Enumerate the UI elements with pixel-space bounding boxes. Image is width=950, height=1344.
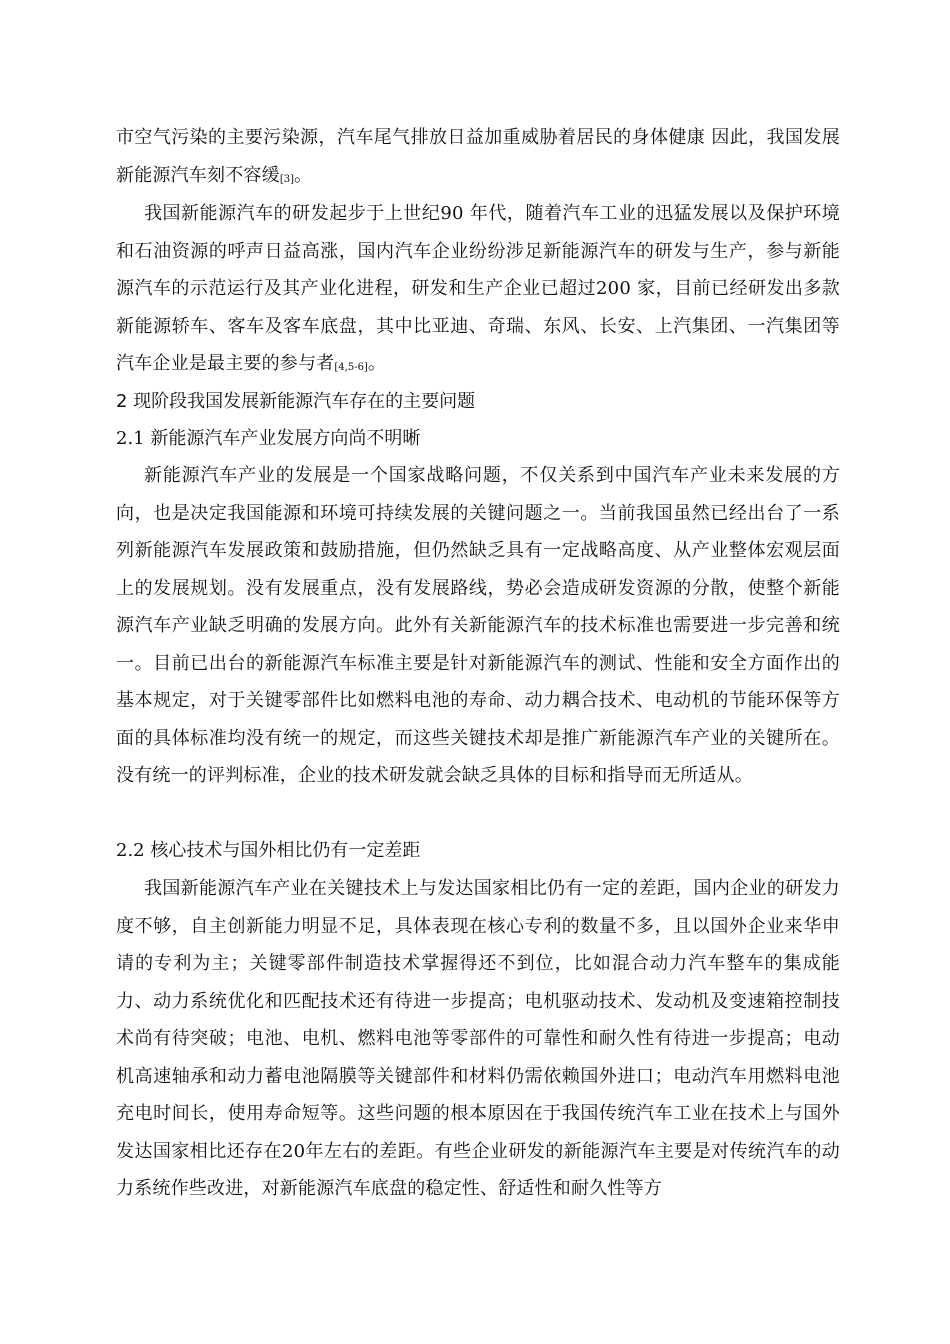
paragraph-text: 新能源汽车产业的发展是一个国家战略问题，不仅关系到中国汽车产业未来发展的方向，也是决定我国能源和环境可持续发展的关键问题之一。当前我国虽然已经出台了一系列新能源汽车发展政策和鼓励措施，但仍然缺乏具有一定战略高度、从产业整体宏观层面上的发展规划。没有发展重点，没有发展路线，势必会造成研发资源的分散，使整个新能源汽车产业缺乏明确的发展方向。此外有关新能源汽车的技术标准也需要进一步完善和统一。目前已出台的新能源汽车标准主要是针对新能源汽车的测试、性能和安全方面作出的基本规定，对于关键零部件比如燃料电池的寿命、动力耦合技术、电动机的节能环保等方面的具体标准均没有统一的规定，而这些关键技术却是推广新能源汽车产业的关键所在。没有统一的评判标准，企业的技术研发就会缺乏具体的目标和指导而无所适从。 (116, 465, 840, 786)
citation-ref: [4,5-6] (334, 362, 368, 373)
citation-ref: [3] (279, 173, 294, 185)
paragraph-text: 我国新能源汽车产业在关键技术上与发达国家相比仍有一定的差距，国内企业的研发力度不够，自主创新能力明显不足，具体表现在核心专利的数量不多，且以国外企业来华申请的专利为主；关键零部件制造技术掌握得还不到位，比如混合动力汽车整车的集成能力、动力系统优化和匹配技术还有待进一步提高；电机驱动技术、发动机及变速箱控制技术尚有待突破；电池、电机、燃料电池等零部件的可靠性和耐久性有待进一步提高；电动机高速轴承和动力蓄电池隔膜等关键部件和材料仍需依赖国外进口；电动汽车用燃料电池充电时间长，使用寿命短等。这些问题的根本原因在于我国传统汽车工业在技术上与国外发达国家相比还存在20年左右的差距。有些企业研发的新能源汽车主要是对传统汽车的动力系统作些改进，对新能源汽车底盘的稳定性、舒适性和耐久性等方 (116, 878, 840, 1199)
paragraph-industry-direction (116, 457, 840, 795)
paragraph-text: 我国新能源汽车的研发起步于上世纪90 年代，随着汽车工业的迅猛发展以及保护环境和石油资源的呼声日益高涨，国内汽车企业纷纷涉足新能源汽车的研发与生产，参与新能源汽车的示范运行及其产业化进程，研发和生产企业已超过200 家，目前已经研发出多款新能源轿车、客车及客车底盘，其中比亚迪、奇瑞、东风、长安、上汽集团、一汽集团等汽车企业是最主要的参与者 (116, 203, 840, 374)
paragraph-core-technology (116, 870, 840, 1208)
paragraph-text: 市空气污染的主要污染源，汽车尾气排放日益加重威胁着居民的身体健康 因此，我国发展新能源汽车刻不容缓 (116, 127, 840, 186)
paragraph-air-pollution (116, 119, 840, 197)
section-heading-2-2: 2.2 核心技术与国外相比仍有一定差距 (116, 840, 421, 861)
section-heading-2: 2 现阶段我国发展新能源汽车存在的主要问题 (116, 391, 476, 412)
paragraph-tail: 。 (367, 353, 387, 374)
paragraph-tail: 。 (293, 164, 313, 186)
section-heading-2-1: 2.1 新能源汽车产业发展方向尚不明晰 (116, 428, 421, 449)
paragraph-development-history (116, 195, 840, 386)
